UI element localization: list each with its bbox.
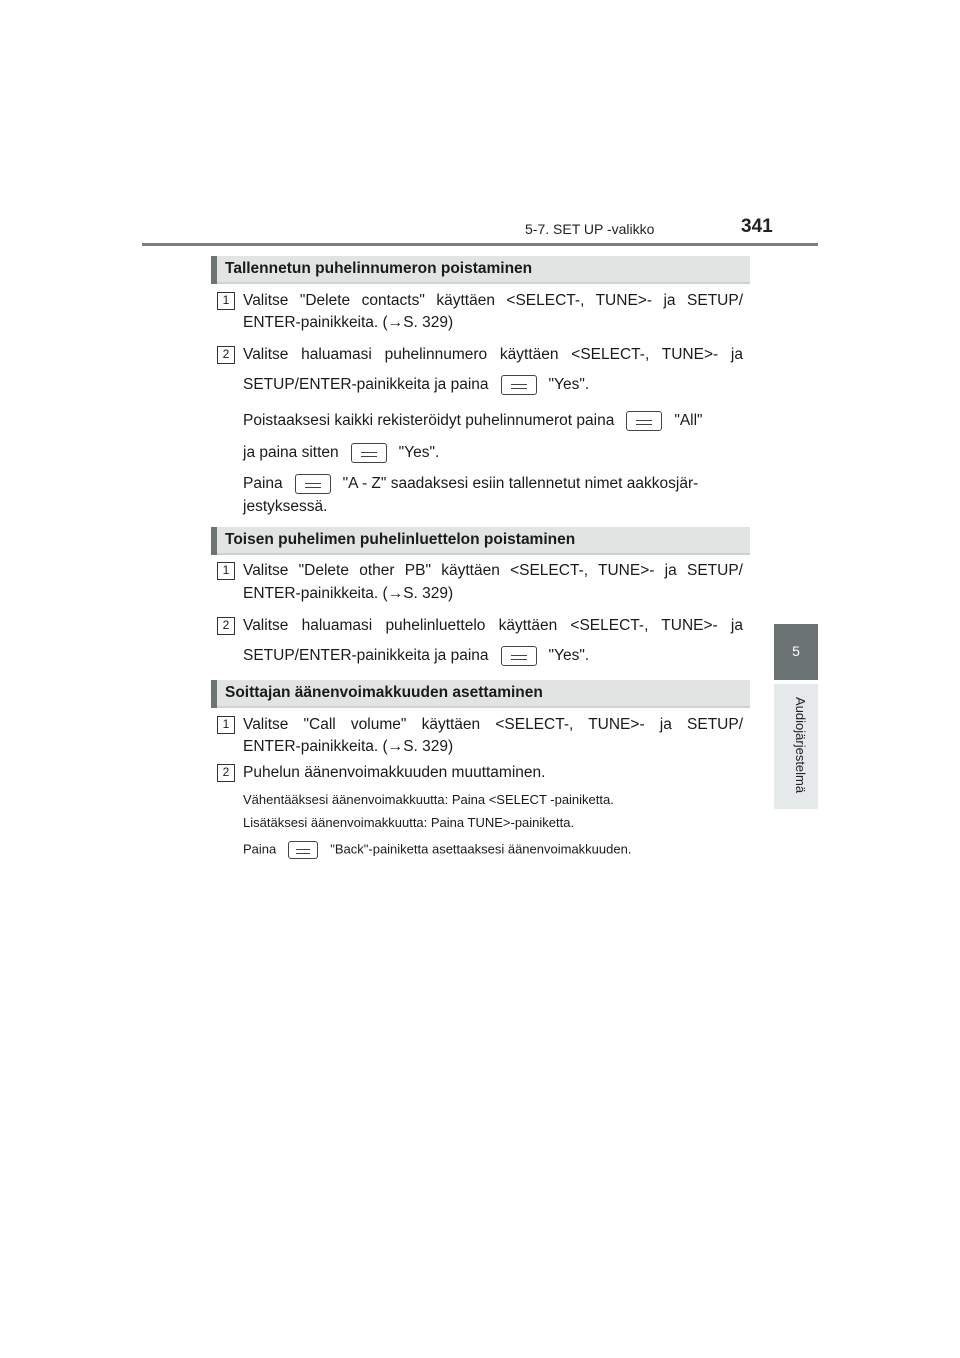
step-text-line (243, 374, 589, 396)
step-text: Valitse haluamasi puhelinluettelo käyttäen <SELECT-, TUNE>- ja (243, 617, 743, 634)
select-button-icon (626, 411, 662, 431)
note-line (243, 442, 439, 464)
note-text: jestyksessä. (243, 498, 328, 515)
section-title: Soittajan äänenvoimakkuuden asettaminen (225, 684, 543, 701)
step-number: 1 (217, 562, 235, 580)
chapter-tab: 5 (774, 624, 818, 680)
note-text: Poistaaksesi kaikki rekisteröidyt puhelinnumerot paina (243, 412, 615, 429)
note-line (243, 473, 698, 495)
select-button-icon (351, 443, 387, 463)
step-text-line (243, 645, 589, 667)
step-text: ENTER-painikkeita. (→S. 329) (243, 738, 454, 755)
step-number: 2 (217, 346, 235, 364)
step-text: SETUP/ENTER-painikkeita ja paina (243, 376, 489, 393)
chapter-label: Audiojärjestelmä (793, 696, 808, 794)
step-text: Valitse "Delete contacts" käyttäen <SELECT-, TUNE>- ja SETUP/ (243, 292, 743, 309)
select-button-icon (295, 474, 331, 494)
step-text: Valitse haluamasi puhelinnumero käyttäen <SELECT-, TUNE>- ja (243, 346, 743, 363)
note-text: "Back"-painiketta asettaaksesi äänenvoimakkuuden. (330, 841, 632, 857)
step-text: ENTER-painikkeita. (→S. 329) (243, 585, 454, 602)
step-number: 2 (217, 764, 235, 782)
page-number: 341 (741, 216, 773, 237)
note-line (243, 841, 631, 859)
select-button-icon (501, 375, 537, 395)
note-text: ja paina sitten (243, 444, 339, 461)
step-number: 2 (217, 617, 235, 635)
back-button-icon (288, 841, 318, 859)
heading-bar (211, 527, 217, 555)
step-text: "Yes". (548, 647, 590, 664)
note-text: Lisätäksesi äänenvoimakkuutta: Paina TUNE>-painiketta. (243, 815, 575, 830)
step-text: Valitse "Delete other PB" käyttäen <SELECT-, TUNE>- ja SETUP/ (243, 562, 743, 579)
select-button-icon (501, 646, 537, 666)
note-line (243, 410, 703, 432)
note-text: "All" (674, 412, 703, 429)
step-text: Valitse "Call volume" käyttäen <SELECT-, TUNE>- ja SETUP/ (243, 716, 743, 733)
step-text: Puhelun äänenvoimakkuuden muuttaminen. (243, 764, 546, 781)
section-title: Tallennetun puhelinnumeron poistaminen (225, 260, 533, 277)
step-number: 1 (217, 292, 235, 310)
note-text: Paina (243, 841, 277, 857)
section-heading (211, 256, 750, 284)
step-text: SETUP/ENTER-painikkeita ja paina (243, 647, 489, 664)
note-text: Vähentääksesi äänenvoimakkuutta: Paina <SELECT -painiketta. (243, 792, 614, 807)
step-text: "Yes". (548, 376, 590, 393)
step-number: 1 (217, 716, 235, 734)
header-divider (142, 243, 818, 246)
note-text: "Yes". (398, 444, 440, 461)
section-heading (211, 527, 750, 555)
note-text: Paina (243, 475, 283, 492)
note-text: "A - Z" saadaksesi esiin tallennetut nimet aakkosjär- (342, 475, 699, 492)
heading-bar (211, 256, 217, 284)
section-title: Toisen puhelimen puhelinluettelon poistaminen (225, 531, 576, 548)
section-heading (211, 680, 750, 708)
section-breadcrumb: 5-7. SET UP -valikko (525, 221, 655, 237)
heading-bar (211, 680, 217, 708)
step-text: ENTER-painikkeita. (→S. 329) (243, 314, 454, 331)
